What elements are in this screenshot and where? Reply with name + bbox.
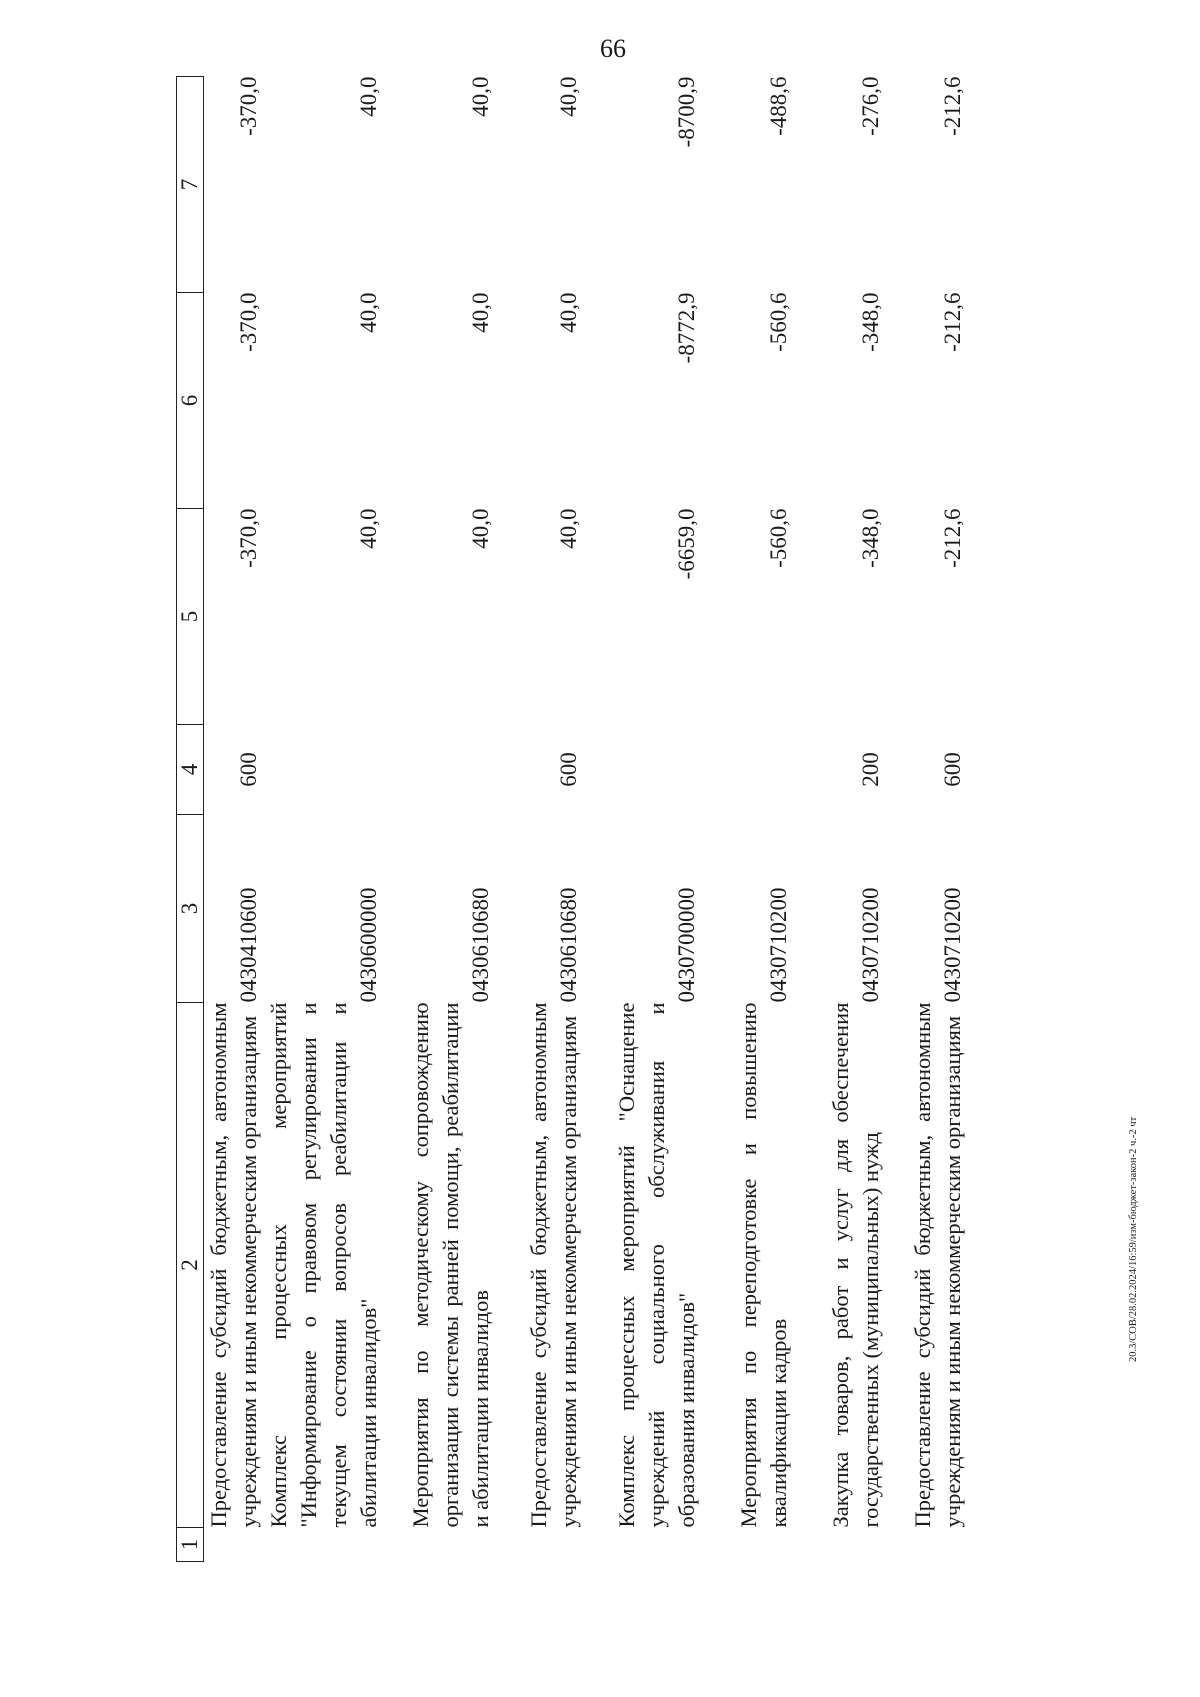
row-value-col6: -212,6 (940, 292, 965, 352)
empty-cell (264, 1528, 384, 1562)
row-value-col5: 40,0 (356, 508, 381, 549)
row-target-code: 0430610680 (556, 887, 581, 1003)
row-expense-type: 600 (236, 752, 261, 787)
row-description: Предоставление субсидий бюджетным, автономным учреждениям и иным некоммерческим организациям (526, 1002, 581, 1528)
header-col-4: 4 (177, 725, 204, 815)
table-row (264, 77, 384, 1562)
empty-cell (584, 1528, 702, 1562)
table-row (204, 77, 265, 1562)
row-description: Мероприятия по методическому сопровождению организации системы ранней помощи, реабилитации и абилитации инвалидов (408, 1002, 493, 1528)
table-row (496, 77, 584, 1562)
empty-cell (794, 1528, 886, 1562)
row-description: Закупка товаров, работ и услуг для обеспечения государственных (муниципальных) нужд (828, 1002, 883, 1528)
table-row (702, 77, 794, 1562)
table-header-row (177, 77, 204, 1562)
row-value-col7: -370,0 (236, 76, 261, 136)
row-value-col7: 40,0 (468, 76, 493, 117)
row-value-col7: -488,6 (766, 76, 791, 136)
page-number: 66 (600, 34, 626, 63)
row-value-col5: -212,6 (940, 508, 965, 568)
row-value-col6: -560,6 (766, 292, 791, 352)
document-reference-footer: 20.3/СОВ/28.02.2024/16:59/изм-бюджет-закон-2 ч.-2 чт (1128, 1116, 1139, 1362)
row-value-col6: 40,0 (556, 292, 581, 333)
table-row (384, 77, 496, 1562)
row-expense-type (384, 725, 496, 815)
row-value-col5: -6659,0 (674, 508, 699, 580)
header-col-5: 5 (177, 509, 204, 725)
row-target-code: 0430600000 (356, 887, 381, 1003)
header-col-6: 6 (177, 293, 204, 509)
row-description: Предоставление субсидий бюджетным, автономным учреждениям и иным некоммерческим организациям (910, 1002, 965, 1528)
row-expense-type (264, 725, 384, 815)
row-description: Мероприятия по переподготовке и повышению квалификации кадров (736, 1002, 791, 1528)
row-value-col5: -348,0 (858, 508, 883, 568)
empty-cell (204, 1528, 265, 1562)
table-row (886, 77, 968, 1562)
row-value-col6: 40,0 (356, 292, 381, 333)
row-expense-type (584, 725, 702, 815)
row-value-col7: 40,0 (556, 76, 581, 117)
row-value-col7: -212,6 (940, 76, 965, 136)
row-value-col7: -276,0 (858, 76, 883, 136)
row-description: Комплекс процессных мероприятий "Информирование о правовом регулировании и текущем состоянии вопросов реабилитации и абилитации инвалидов" (266, 1002, 381, 1528)
row-target-code: 0430710200 (766, 887, 791, 1003)
empty-cell (384, 1528, 496, 1562)
table-row (794, 77, 886, 1562)
row-value-col5: 40,0 (556, 508, 581, 549)
row-value-col5: 40,0 (468, 508, 493, 549)
header-col-7: 7 (177, 77, 204, 293)
header-col-1: 1 (177, 1528, 204, 1562)
row-target-code: 0430610680 (468, 887, 493, 1003)
row-expense-type: 600 (940, 752, 965, 787)
row-value-col6: -8772,9 (674, 292, 699, 364)
row-expense-type: 600 (556, 752, 581, 787)
rotated-table-container (176, 77, 1056, 1562)
row-description: Комплекс процессных мероприятий "Оснащение учреждений социального обслуживания и образования инвалидов" (614, 1002, 699, 1528)
row-description: Предоставление субсидий бюджетным, автономным учреждениям и иным некоммерческим организациям (206, 1002, 261, 1528)
row-value-col5: -560,6 (766, 508, 791, 568)
row-expense-type: 200 (858, 752, 883, 787)
empty-cell (886, 1528, 968, 1562)
header-col-3: 3 (177, 815, 204, 1003)
row-value-col6: -370,0 (236, 292, 261, 352)
empty-cell (702, 1528, 794, 1562)
row-value-col7: -8700,9 (674, 76, 699, 148)
budget-table (176, 76, 968, 1562)
empty-cell (496, 1528, 584, 1562)
row-value-col6: 40,0 (468, 292, 493, 333)
header-col-2: 2 (177, 1003, 204, 1528)
row-target-code: 0430410600 (236, 887, 261, 1003)
row-value-col5: -370,0 (236, 508, 261, 568)
row-value-col6: -348,0 (858, 292, 883, 352)
row-target-code: 0430710200 (940, 887, 965, 1003)
row-expense-type (702, 725, 794, 815)
row-value-col7: 40,0 (356, 76, 381, 117)
row-target-code: 0430710200 (858, 887, 883, 1003)
row-target-code: 0430700000 (674, 887, 699, 1003)
table-row (584, 77, 702, 1562)
